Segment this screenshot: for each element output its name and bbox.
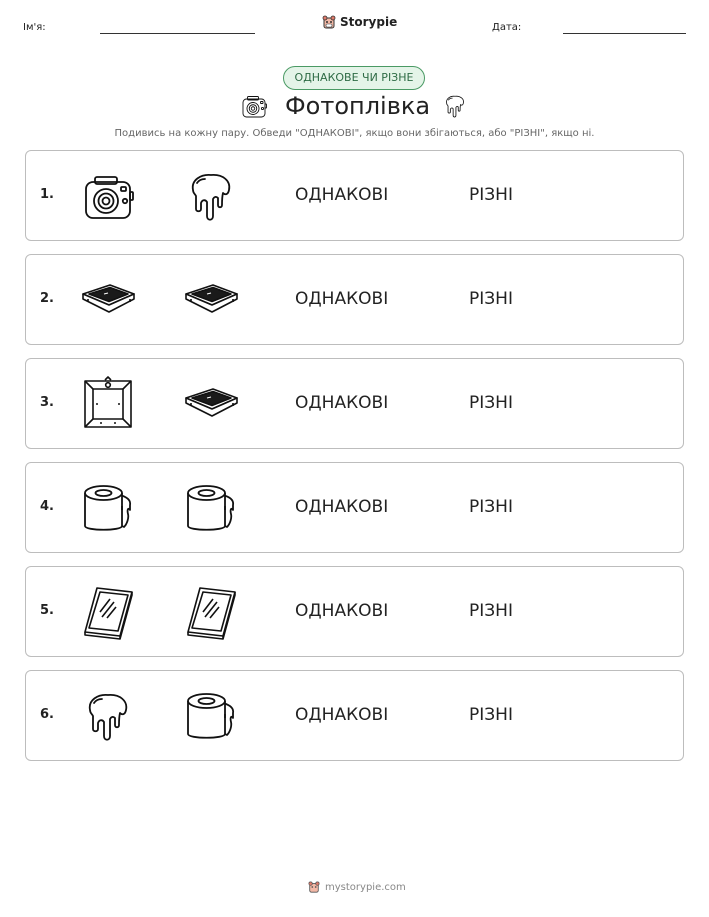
worksheet-type-badge: ОДНАКОВЕ ЧИ РІЗНЕ bbox=[283, 66, 425, 90]
drip-icon bbox=[442, 92, 468, 120]
different-option[interactable]: РІЗНІ bbox=[469, 705, 513, 725]
row-number: 4. bbox=[40, 499, 54, 514]
tape-roll-icon bbox=[183, 480, 239, 536]
same-option[interactable]: ОДНАКОВІ bbox=[295, 393, 389, 413]
right-picture bbox=[183, 168, 239, 224]
brand-mascot-icon bbox=[322, 14, 336, 30]
date-line[interactable] bbox=[563, 33, 686, 34]
tape-roll-icon bbox=[183, 688, 239, 744]
glass-plate-icon bbox=[80, 584, 136, 640]
footer-url[interactable]: mystorypie.com bbox=[325, 881, 406, 893]
tape-roll-icon bbox=[80, 480, 136, 536]
exercise-row-3 bbox=[25, 358, 684, 449]
name-line[interactable] bbox=[100, 33, 255, 34]
right-picture bbox=[183, 584, 239, 640]
left-picture bbox=[80, 584, 136, 640]
drip-icon bbox=[183, 168, 239, 224]
exercise-row-1 bbox=[25, 150, 684, 241]
exercise-row-4 bbox=[25, 462, 684, 553]
different-option[interactable]: РІЗНІ bbox=[469, 497, 513, 517]
row-number: 2. bbox=[40, 291, 54, 306]
title-camera-icon bbox=[240, 92, 268, 120]
left-picture bbox=[80, 688, 136, 744]
different-option[interactable]: РІЗНІ bbox=[469, 289, 513, 309]
different-option[interactable]: РІЗНІ bbox=[469, 601, 513, 621]
right-picture bbox=[183, 480, 239, 536]
camera-icon bbox=[80, 168, 136, 224]
row-number: 5. bbox=[40, 603, 54, 618]
glass-plate-icon bbox=[183, 584, 239, 640]
title-drip-icon bbox=[442, 92, 468, 120]
instructions: Подивись на кожну пару. Обведи "ОДНАКОВІ", якщо вони збігаються, або "РІЗНІ", якщо ні. bbox=[114, 128, 595, 139]
exercise-row-5 bbox=[25, 566, 684, 657]
right-picture bbox=[183, 376, 239, 432]
footer bbox=[308, 880, 406, 894]
exercise-row-2 bbox=[25, 254, 684, 345]
developing-tray-icon bbox=[183, 376, 239, 432]
right-picture bbox=[183, 272, 239, 328]
same-option[interactable]: ОДНАКОВІ bbox=[295, 497, 389, 517]
left-picture bbox=[80, 168, 136, 224]
drip-icon bbox=[80, 688, 136, 744]
same-option[interactable]: ОДНАКОВІ bbox=[295, 705, 389, 725]
left-picture bbox=[80, 376, 136, 432]
footer-mascot-icon bbox=[308, 880, 320, 894]
right-picture bbox=[183, 688, 239, 744]
exercise-row-6 bbox=[25, 670, 684, 761]
picture-frame-icon bbox=[80, 376, 136, 432]
brand-name: Storypie bbox=[340, 15, 398, 29]
date-label: Дата: bbox=[492, 22, 522, 33]
developing-tray-icon bbox=[183, 272, 239, 328]
different-option[interactable]: РІЗНІ bbox=[469, 185, 513, 205]
same-option[interactable]: ОДНАКОВІ bbox=[295, 289, 389, 309]
different-option[interactable]: РІЗНІ bbox=[469, 393, 513, 413]
left-picture bbox=[80, 480, 136, 536]
developing-tray-icon bbox=[80, 272, 136, 328]
camera-icon bbox=[240, 92, 268, 120]
same-option[interactable]: ОДНАКОВІ bbox=[295, 185, 389, 205]
row-number: 3. bbox=[40, 395, 54, 410]
same-option[interactable]: ОДНАКОВІ bbox=[295, 601, 389, 621]
page-title: Фотоплівка bbox=[285, 92, 431, 120]
name-label: Ім'я: bbox=[23, 22, 46, 33]
row-number: 1. bbox=[40, 187, 54, 202]
left-picture bbox=[80, 272, 136, 328]
row-number: 6. bbox=[40, 707, 54, 722]
brand-logo bbox=[322, 14, 397, 30]
